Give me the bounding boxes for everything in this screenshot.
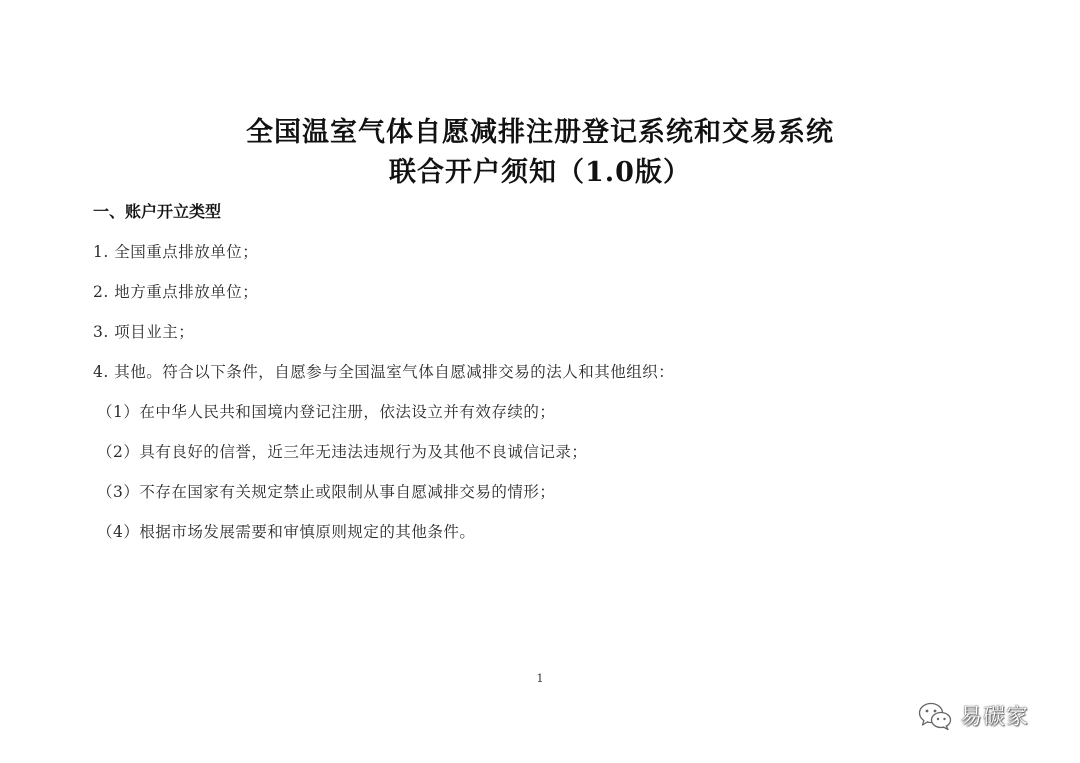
sub-list-item: （2）具有良好的信誉，近三年无违法违规行为及其他不良诚信记录；	[97, 443, 588, 461]
list-item: 2. 地方重点排放单位；	[93, 283, 259, 301]
sub-list-item: （4）根据市场发展需要和审慎原则规定的其他条件。	[97, 523, 476, 541]
watermark	[918, 700, 1029, 731]
wechat-icon	[918, 701, 952, 731]
document-subtitle: 联合开户须知（1.0版）	[389, 157, 691, 188]
sub-list-item: （3）不存在国家有关规定禁止或限制从事自愿减排交易的情形；	[97, 483, 556, 501]
list-item: 4. 其他。符合以下条件，自愿参与全国温室气体自愿减排交易的法人和其他组织：	[93, 363, 675, 381]
list-item: 3. 项目业主；	[93, 323, 195, 341]
page-number: 1	[536, 672, 544, 685]
document-title: 全国温室气体自愿减排注册登记系统和交易系统	[246, 117, 834, 148]
section-heading: 一、账户开立类型	[93, 202, 222, 221]
watermark-text: 易碳家	[960, 705, 1030, 730]
list-item: 1. 全国重点排放单位；	[93, 243, 259, 261]
sub-list-item: （1）在中华人民共和国境内登记注册，依法设立并有效存续的；	[97, 403, 556, 421]
